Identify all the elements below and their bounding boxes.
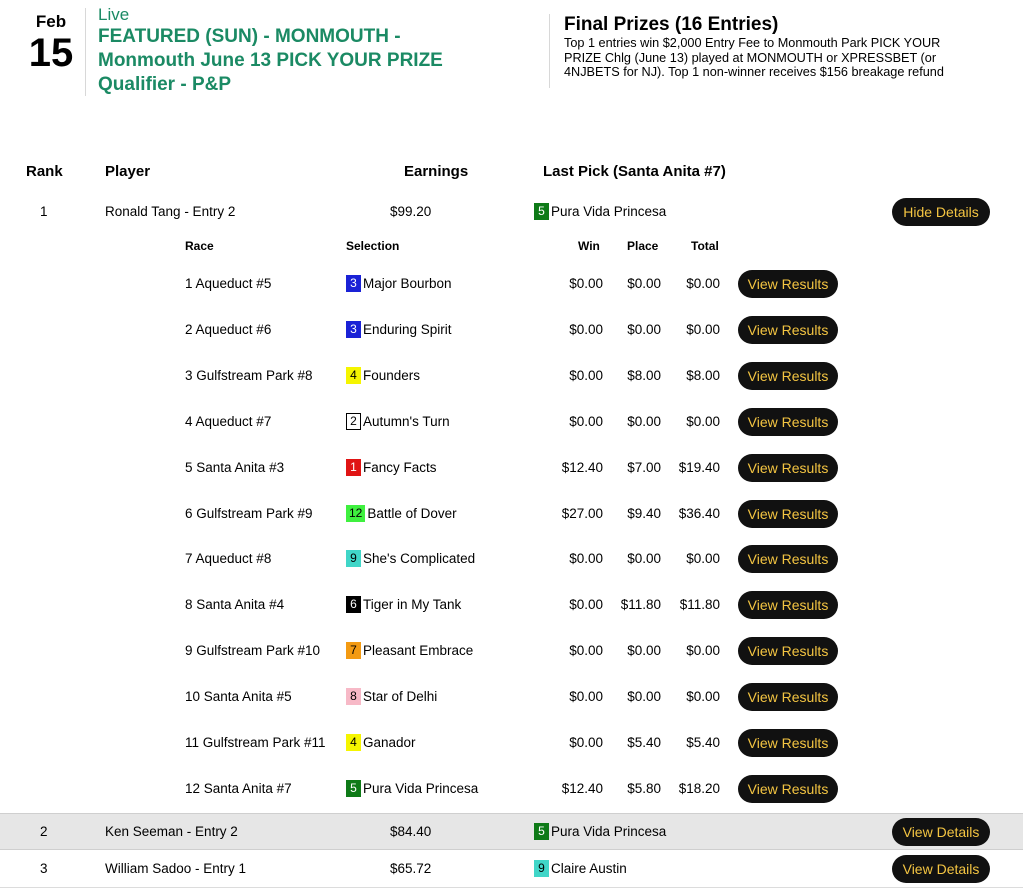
view-results-button[interactable]: View Results <box>738 545 838 573</box>
table-row <box>0 813 1023 850</box>
program-number-badge: 5 <box>534 823 549 840</box>
horse-name: Pura Vida Princesa <box>551 204 667 219</box>
horse-name: Autumn's Turn <box>363 414 450 429</box>
race-row <box>0 361 1023 391</box>
win-payout: $0.00 <box>569 643 603 658</box>
last-pick <box>534 860 627 877</box>
horse-name: Major Bourbon <box>363 276 452 291</box>
race-row <box>0 269 1023 299</box>
view-results-button[interactable]: View Results <box>738 454 838 482</box>
selection <box>346 321 452 338</box>
program-number-badge: 2 <box>346 413 361 430</box>
column-last-pick: Last Pick (Santa Anita #7) <box>543 163 726 180</box>
race-name: 11 Gulfstream Park #11 <box>185 735 326 750</box>
divider <box>549 14 550 88</box>
date-month: Feb <box>35 12 67 31</box>
program-number-badge: 6 <box>346 596 361 613</box>
column-selection: Selection <box>346 239 400 253</box>
horse-name: Pura Vida Princesa <box>363 781 479 796</box>
race-name: 8 Santa Anita #4 <box>185 597 285 612</box>
race-row <box>0 407 1023 437</box>
program-number-badge: 12 <box>346 505 365 522</box>
column-rank: Rank <box>26 163 63 180</box>
total-payout: $0.00 <box>686 643 720 658</box>
place-payout: $5.40 <box>627 735 661 750</box>
total-payout: $0.00 <box>686 689 720 704</box>
race-name: 3 Gulfstream Park #8 <box>185 368 313 383</box>
place-payout: $0.00 <box>627 322 661 337</box>
horse-name: Claire Austin <box>551 861 627 876</box>
race-row <box>0 728 1023 758</box>
earnings: $84.40 <box>390 824 432 839</box>
total-payout: $18.20 <box>678 781 720 796</box>
program-number-badge: 9 <box>346 550 361 567</box>
column-win: Win <box>578 239 600 253</box>
contest-title-line: Qualifier - P&P <box>98 74 232 95</box>
selection <box>346 596 461 613</box>
program-number-badge: 4 <box>346 367 361 384</box>
race-row <box>0 682 1023 712</box>
horse-name: Enduring Spirit <box>363 322 452 337</box>
view-results-button[interactable]: View Results <box>738 362 838 390</box>
total-payout: $19.40 <box>678 460 720 475</box>
last-pick <box>534 203 666 220</box>
selection <box>346 688 437 705</box>
win-payout: $12.40 <box>561 781 603 796</box>
view-results-button[interactable]: View Results <box>738 500 838 528</box>
total-payout: $0.00 <box>686 276 720 291</box>
column-race: Race <box>185 239 214 253</box>
race-name: 12 Santa Anita #7 <box>185 781 292 796</box>
place-payout: $0.00 <box>627 689 661 704</box>
horse-name: Battle of Dover <box>367 506 457 521</box>
selection <box>346 734 416 751</box>
program-number-badge: 3 <box>346 275 361 292</box>
race-row <box>0 315 1023 345</box>
race-name: 2 Aqueduct #6 <box>185 322 272 337</box>
contest-title-line: FEATURED (SUN) - MONMOUTH - <box>98 26 401 47</box>
rank: 2 <box>40 824 48 839</box>
prizes-line: PRIZE Chlg (June 13) played at MONMOUTH or XPRESSBET (or <box>564 50 937 65</box>
total-payout: $0.00 <box>686 414 720 429</box>
race-row <box>0 499 1023 529</box>
total-payout: $5.40 <box>686 735 720 750</box>
column-player: Player <box>105 163 151 180</box>
earnings: $99.20 <box>390 204 432 219</box>
win-payout: $0.00 <box>569 597 603 612</box>
place-payout: $0.00 <box>627 414 661 429</box>
last-pick <box>534 823 666 840</box>
win-payout: $0.00 <box>569 735 603 750</box>
race-name: 1 Aqueduct #5 <box>185 276 272 291</box>
view-results-button[interactable]: View Results <box>738 316 838 344</box>
race-name: 10 Santa Anita #5 <box>185 689 292 704</box>
race-row <box>0 636 1023 666</box>
prizes-title: Final Prizes (16 Entries) <box>564 14 779 35</box>
horse-name: She's Complicated <box>363 551 476 566</box>
column-place: Place <box>627 239 659 253</box>
rank: 1 <box>40 204 48 219</box>
program-number-badge: 5 <box>346 780 361 797</box>
race-name: 7 Aqueduct #8 <box>185 551 272 566</box>
contest-status: Live <box>98 5 130 24</box>
horse-name: Ganador <box>363 735 416 750</box>
table-row <box>0 851 1023 888</box>
win-payout: $27.00 <box>561 506 603 521</box>
view-results-button[interactable]: View Results <box>738 729 838 757</box>
total-payout: $11.80 <box>679 597 720 612</box>
total-payout: $0.00 <box>686 551 720 566</box>
place-payout: $9.40 <box>627 506 661 521</box>
race-name: 5 Santa Anita #3 <box>185 460 285 475</box>
view-results-button[interactable]: View Results <box>738 270 838 298</box>
leaderboard-header <box>0 163 1023 183</box>
event-date <box>18 12 84 74</box>
place-payout: $5.80 <box>627 781 661 796</box>
place-payout: $8.00 <box>627 368 661 383</box>
selection <box>346 505 457 522</box>
selection <box>346 367 420 384</box>
view-results-button[interactable]: View Results <box>738 591 838 619</box>
horse-name: Star of Delhi <box>363 689 438 704</box>
race-row <box>0 453 1023 483</box>
program-number-badge: 7 <box>346 642 361 659</box>
horse-name: Tiger in My Tank <box>363 597 462 612</box>
total-payout: $36.40 <box>678 506 720 521</box>
race-name: 4 Aqueduct #7 <box>185 414 272 429</box>
view-details-button[interactable]: View Details <box>892 855 990 883</box>
divider <box>85 8 86 96</box>
contest-info <box>98 5 508 97</box>
place-payout: $0.00 <box>627 276 661 291</box>
win-payout: $0.00 <box>569 368 603 383</box>
race-row <box>0 544 1023 574</box>
selection <box>346 550 475 567</box>
program-number-badge: 8 <box>346 688 361 705</box>
place-payout: $0.00 <box>627 551 661 566</box>
prizes-line: 4NJBETS for NJ). Top 1 non-winner receives $156 breakage refund <box>564 65 944 79</box>
win-payout: $0.00 <box>569 276 603 291</box>
rank: 3 <box>40 861 48 876</box>
program-number-badge: 3 <box>346 321 361 338</box>
total-payout: $0.00 <box>686 322 720 337</box>
place-payout: $0.00 <box>627 643 661 658</box>
view-results-button[interactable]: View Results <box>738 775 838 803</box>
horse-name: Pleasant Embrace <box>363 643 474 658</box>
total-payout: $8.00 <box>686 368 720 383</box>
player-name: William Sadoo - Entry 1 <box>105 861 247 876</box>
player-name: Ken Seeman - Entry 2 <box>105 824 238 839</box>
view-details-button[interactable]: View Details <box>892 818 990 846</box>
selection <box>346 642 473 659</box>
race-row <box>0 774 1023 804</box>
view-results-button[interactable]: View Results <box>738 408 838 436</box>
horse-name: Pura Vida Princesa <box>551 824 667 839</box>
prizes-info <box>564 14 1014 80</box>
win-payout: $12.40 <box>561 460 603 475</box>
earnings: $65.72 <box>390 861 432 876</box>
win-payout: $0.00 <box>569 551 603 566</box>
table-row <box>0 196 1023 228</box>
selection <box>346 413 450 430</box>
win-payout: $0.00 <box>569 322 603 337</box>
prizes-line: Top 1 entries win $2,000 Entry Fee to Monmouth Park PICK YOUR <box>564 36 941 50</box>
selection <box>346 459 437 476</box>
win-payout: $0.00 <box>569 689 603 704</box>
program-number-badge: 1 <box>346 459 361 476</box>
column-earnings: Earnings <box>404 163 469 180</box>
race-name: 9 Gulfstream Park #10 <box>185 643 321 658</box>
program-number-badge: 4 <box>346 734 361 751</box>
place-payout: $11.80 <box>620 597 661 612</box>
horse-name: Fancy Facts <box>363 460 437 475</box>
race-row <box>0 590 1023 620</box>
horse-name: Founders <box>363 368 421 383</box>
player-name: Ronald Tang - Entry 2 <box>105 204 236 219</box>
selection <box>346 780 478 797</box>
details-header <box>0 239 1023 255</box>
column-total: Total <box>691 239 719 253</box>
program-number-badge: 5 <box>534 203 549 220</box>
view-results-button[interactable]: View Results <box>738 637 838 665</box>
divider <box>0 887 1023 888</box>
view-results-button[interactable]: View Results <box>738 683 838 711</box>
contest-title <box>98 25 508 97</box>
race-name: 6 Gulfstream Park #9 <box>185 506 313 521</box>
win-payout: $0.00 <box>569 414 603 429</box>
contest-title-line: Monmouth June 13 PICK YOUR PRIZE <box>98 50 443 71</box>
place-payout: $7.00 <box>627 460 661 475</box>
program-number-badge: 9 <box>534 860 549 877</box>
date-day: 15 <box>28 31 74 75</box>
prizes-description <box>564 36 1014 80</box>
hide-details-button[interactable]: Hide Details <box>892 198 990 226</box>
selection <box>346 275 452 292</box>
